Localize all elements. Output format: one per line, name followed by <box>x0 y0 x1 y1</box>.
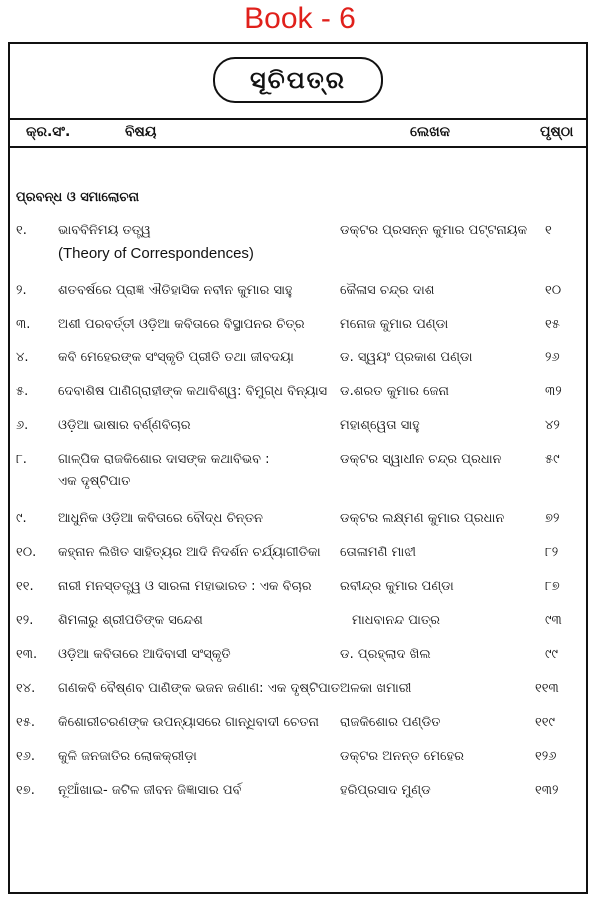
row-serial: ୧୭. <box>16 783 35 798</box>
row-author: ଡ. ପ୍ରହ୍ଲାଦ ଖିଲ <box>340 647 431 662</box>
row-page: ୧୫ <box>545 317 560 332</box>
header-page: ପୃଷ୍ଠା <box>540 124 574 140</box>
row-author: ଡକ୍ଟର ପ୍ରସନ୍ନ କୁମାର ପଟ୍ଟନାୟକ <box>340 223 528 238</box>
row-page: ୧୩୨ <box>535 783 559 798</box>
row-subject: ଅଶୀ ପରବର୍ତ୍ତୀ ଓଡ଼ିଆ କବିତାରେ ବିସ୍ଥାପନର ଚିତ୍ର <box>58 317 305 332</box>
row-author: କୈଳାସ ଚନ୍ଦ୍ର ଦାଶ <box>340 283 435 298</box>
row-page: ୧୨୬ <box>535 749 557 764</box>
header-author: ଲେଖକ <box>410 124 451 140</box>
row-subject: କିଶୋରୀଚରଣଙ୍କ ଉପନ୍ୟାସରେ ଗାନ୍ଧିବାଦୀ ଚେତନା <box>58 715 319 730</box>
row-page: ୭୨ <box>545 511 560 526</box>
table-header <box>10 118 586 148</box>
row-author: ଅଳକା ଖମାରୀ <box>340 681 412 696</box>
header-subject: ବିଷୟ <box>125 124 157 140</box>
row-serial: ୬. <box>16 418 29 433</box>
row-serial: ୧୨. <box>16 613 34 628</box>
row-author: ଡ.ଶରତ କୁମାର ଜେନା <box>340 384 449 399</box>
row-page: ୨୬ <box>545 350 560 365</box>
row-serial: ୮. <box>16 452 27 467</box>
row-serial: ୧୩. <box>16 647 38 662</box>
row-serial: ୩. <box>16 317 31 332</box>
row-serial: ୧. <box>16 223 27 238</box>
row-author: ଡକ୍ଟର ଲକ୍ଷ୍ମଣ କୁମାର ପ୍ରଧାନ <box>340 511 505 526</box>
row-subject: ଶତବର୍ଷରେ ପ୍ରାଜ୍ଞ ଐତିହାସିକ ନବୀନ କୁମାର ସାହୁ <box>58 283 293 298</box>
row-page: ୪୨ <box>545 418 560 433</box>
row-serial: ୧୦. <box>16 545 37 560</box>
row-author: ଡ. ସ୍ୱୟଂ ପ୍ରକାଶ ପଣ୍ଡା <box>340 350 473 365</box>
section-heading: ପ୍ରବନ୍ଧ ଓ ସମାଲୋଚନା <box>16 190 140 205</box>
row-page: ୧୧୯ <box>535 715 556 730</box>
row-serial: ୧୧. <box>16 579 34 594</box>
row-subject: ଓଡ଼ିଆ ଭାଷାର ବର୍ଣ୍ଣବିଚାର <box>58 418 191 433</box>
row-page: ୫୯ <box>545 452 560 467</box>
row-subject: ଦେବାଶିଷ ପାଣିଗ୍ରାହୀଙ୍କ କଥାବିଶ୍ୱ: ବିମୁଗ୍ଧ ବିନ୍ୟାସ <box>58 384 328 399</box>
row-page: ୯୩ <box>545 613 562 628</box>
row-serial: ୫. <box>16 384 29 399</box>
row-author: ହରିପ୍ରସାଦ ମୁଣ୍ଡ <box>340 783 431 798</box>
row-page: ୧ <box>545 223 552 238</box>
row-author: ରାଜକିଶୋର ପଣ୍ଡିତ <box>340 715 441 730</box>
row-author: ମହାଶ୍ୱେତା ସାହୁ <box>340 418 420 433</box>
title-box <box>213 57 383 103</box>
row-author: ଡକ୍ଟର ସ୍ୱାଧୀନ ଚନ୍ଦ୍ର ପ୍ରଧାନ <box>340 452 502 467</box>
row-subject-line2: (Theory of Correspondences) <box>58 245 254 262</box>
row-subject: ଶିମଳାରୁ ଶ୍ରୀପତିଙ୍କ ସନ୍ଦେଶ <box>58 613 203 628</box>
row-subject: କୁଳି ଜନଜାତିର ଲୋକକ୍ରୀଡ଼ା <box>58 749 197 764</box>
row-serial: ୨. <box>16 283 27 298</box>
row-subject: ନାରୀ ମନସ୍ତତ୍ତ୍ୱ ଓ ସାରଳା ମହାଭାରତ : ଏକ ବିଚାର <box>58 579 312 594</box>
row-serial: ୧୫. <box>16 715 36 730</box>
row-author: ତୋଳାମଣି ମାଝୀ <box>340 545 416 560</box>
row-page: ୯୯ <box>545 647 558 662</box>
row-author: ମନୋଜ କୁମାର ପଣ୍ଡା <box>340 317 449 332</box>
row-page: ୧୧୩ <box>535 681 559 696</box>
contents-frame <box>8 42 588 894</box>
row-subject: ନୂଆଁଖାଇ- ଜଟିଳ ଜୀବନ ଜିଜ୍ଞାସାର ପର୍ବ <box>58 783 242 798</box>
row-serial: ୧୪. <box>16 681 36 696</box>
row-subject-line2: ଏକ ଦୃଷ୍ଟିପାତ <box>58 474 131 489</box>
row-page: ୧୦ <box>545 283 562 298</box>
row-subject: ଆଧୁନିକ ଓଡ଼ିଆ କବିତାରେ ବୌଦ୍ଧ ଚିନ୍ତନ <box>58 511 263 526</box>
row-subject: ଗାଳ୍ପିକ ରାଜକିଶୋର ଦାସଙ୍କ କଥାବିଭବ : <box>58 452 270 467</box>
row-subject: କହ୍ନାନ ଲିଖିତ ସାହିତ୍ୟର ଆଦି ନିଦର୍ଶନ ଚର୍ଯ୍ୟାଗୀତିକା <box>58 545 321 560</box>
row-serial: ୧୬. <box>16 749 36 764</box>
row-author: ରବୀନ୍ଦ୍ର କୁମାର ପଣ୍ଡା <box>340 579 454 594</box>
row-serial: ୪. <box>16 350 29 365</box>
page-title: ସୂଚିପତ୍ର <box>250 66 346 94</box>
row-page: ୮୨ <box>545 545 559 560</box>
row-subject: ଭାବବିନିମୟ ତତ୍ତ୍ୱ <box>58 223 151 238</box>
row-page: ୩୨ <box>545 384 562 399</box>
row-serial: ୯. <box>16 511 27 526</box>
row-author: ଡକ୍ଟର ଅନନ୍ତ ମେହେର <box>340 749 464 764</box>
row-subject: ଓଡ଼ିଆ କବିତାରେ ଆଦିବାସୀ ସଂସ୍କୃତି <box>58 647 231 662</box>
row-author: ମାଧବାନନ୍ଦ ପାତ୍ର <box>352 613 441 628</box>
header-serial: କ୍ର.ସଂ. <box>26 124 71 140</box>
book-label: Book - 6 <box>244 2 356 35</box>
row-subject: କବି ମେହେରଙ୍କ ସଂସ୍କୃତି ପ୍ରୀତି ତଥା ଜୀବଦୟା <box>58 350 294 365</box>
row-page: ୮୭ <box>545 579 560 594</box>
row-subject: ଗଣକବି ବୈଷ୍ଣବ ପାଣିଙ୍କ ଭଜନ ଜଣାଣ: ଏକ ଦୃଷ୍ଟିପାତ <box>58 681 341 696</box>
